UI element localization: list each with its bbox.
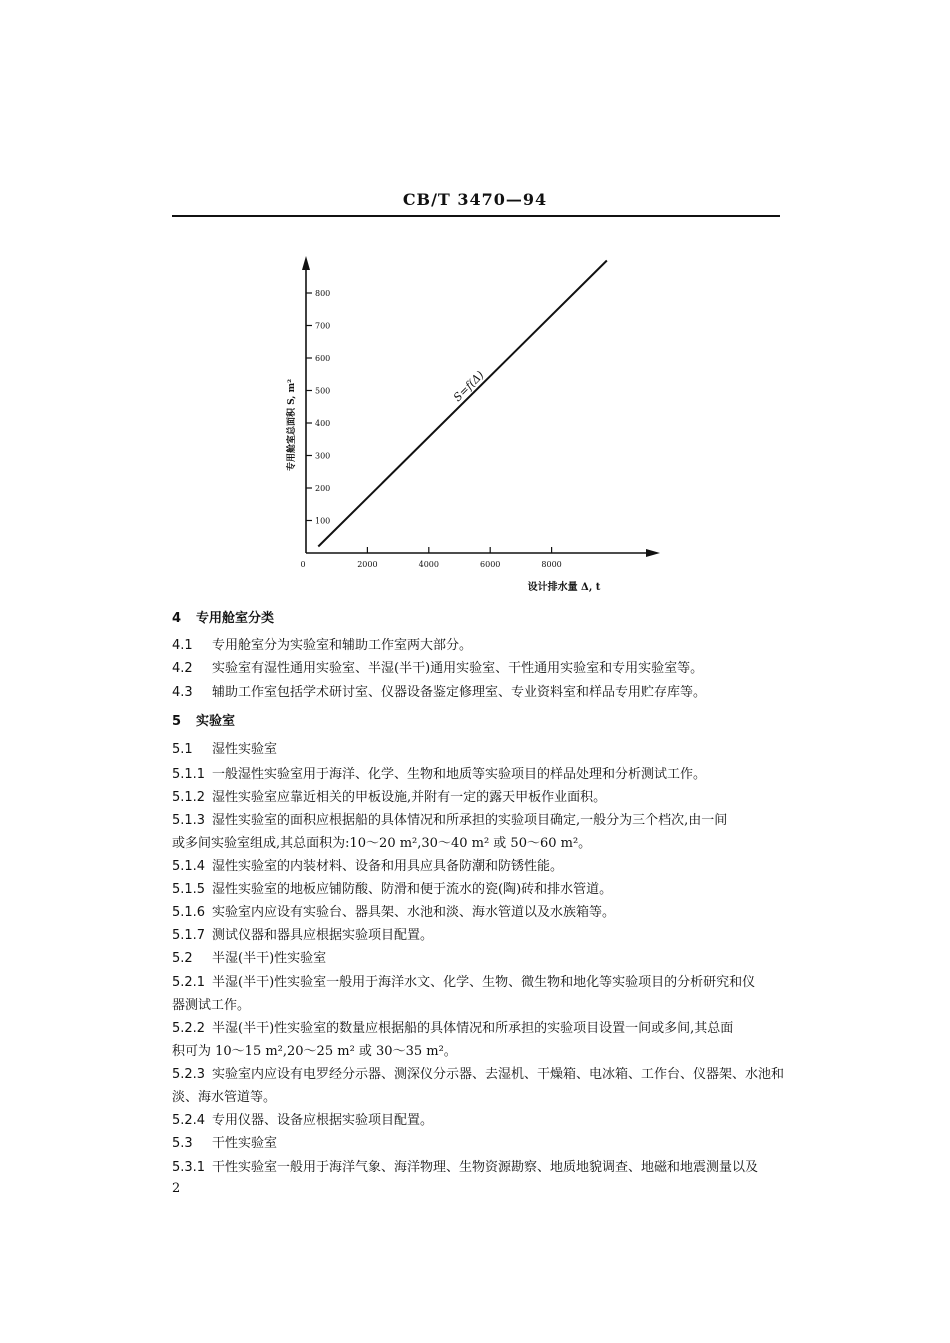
clause-text: 半湿(半干)性实验室的数量应根据船的具体情况和所承担的实验项目设置一间或多间,其总面 xyxy=(212,1021,734,1036)
clause-number: 5.2 xyxy=(172,951,193,966)
y-axis-arrow xyxy=(302,256,310,270)
section-paragraph xyxy=(172,835,591,853)
y-axis-label: 专用舱室总面积 S, m² xyxy=(287,378,297,472)
clause-number: 5.3.1 xyxy=(172,1160,206,1175)
clause-number: 5.2.2 xyxy=(172,1021,206,1036)
clause-text: 湿性实验室的内装材料、设备和用具应具备防潮和防锈性能。 xyxy=(212,859,564,874)
y-tick-label: 800 xyxy=(315,289,331,298)
clause-number: 5.1.4 xyxy=(172,859,206,874)
section-paragraph xyxy=(172,1159,758,1177)
clause-number: 4.2 xyxy=(172,661,193,676)
section-paragraph xyxy=(172,950,326,968)
x-tick-label: 6000 xyxy=(480,560,501,569)
section-paragraph xyxy=(172,1043,457,1061)
clause-text: 测试仪器和器具应根据实验项目配置。 xyxy=(212,928,434,943)
clause-number: 5.1.6 xyxy=(172,905,206,920)
clause-text: 专用舱室分为实验室和辅助工作室两大部分。 xyxy=(212,638,473,653)
clause-number: 5.1.1 xyxy=(172,767,206,782)
y-tick-label: 100 xyxy=(315,516,331,526)
clause-number: 4.3 xyxy=(172,685,193,700)
y-tick-label: 600 xyxy=(315,354,331,363)
section-paragraph xyxy=(172,660,703,678)
clause-number: 5.2.4 xyxy=(172,1113,206,1128)
clause-text: 积可为 10～15 m²,20～25 m² 或 30～35 m²。 xyxy=(172,1044,457,1059)
x-tick-label: 4000 xyxy=(418,560,439,569)
section-paragraph xyxy=(172,789,606,807)
section-paragraph xyxy=(172,1020,733,1038)
series-annotation: S=f(Δ) xyxy=(450,368,487,405)
y-tick-label: 500 xyxy=(315,386,331,396)
y-tick-label: 400 xyxy=(315,419,331,428)
section-paragraph xyxy=(172,812,727,830)
clause-text: 实验室内应设有实验台、器具架、水池和淡、海水管道以及水族箱等。 xyxy=(212,905,616,920)
clause-text: 一般湿性实验室用于海洋、化学、生物和地质等实验项目的样品处理和分析测试工作。 xyxy=(212,767,707,782)
section-paragraph xyxy=(172,1089,276,1107)
section-paragraph xyxy=(172,1135,277,1153)
section-paragraph xyxy=(172,858,563,876)
section-paragraph xyxy=(172,637,472,655)
clause-text: 专用仪器、设备应根据实验项目配置。 xyxy=(212,1113,434,1128)
clause-text: 或多间实验室组成,其总面积为:10～20 m²,30～40 m² 或 50～60 m²。 xyxy=(172,836,592,851)
x-axis-arrow xyxy=(646,549,660,557)
y-tick-label: 200 xyxy=(315,484,331,493)
section-paragraph xyxy=(172,684,706,702)
clause-text: 干性实验室 xyxy=(212,1136,278,1151)
clause-number: 5.2.1 xyxy=(172,975,206,990)
clause-text: 半湿(半干)性实验室一般用于海洋水文、化学、生物、微生物和地化等实验项目的分析研究和仪 xyxy=(212,975,756,990)
clause-text: 专用舱室分类 xyxy=(196,611,275,626)
clause-text: 湿性实验室应靠近相关的甲板设施,并附有一定的露天甲板作业面积。 xyxy=(212,790,607,805)
clause-text: 干性实验室一般用于海洋气象、海洋物理、生物资源勘察、地质地貌调查、地磁和地震测量以及 xyxy=(212,1160,759,1175)
clause-text: 器测试工作。 xyxy=(172,998,251,1013)
section-paragraph xyxy=(172,997,250,1015)
clause-text: 实验室 xyxy=(196,714,236,729)
clause-number: 5.1.7 xyxy=(172,928,206,943)
section-paragraph xyxy=(172,904,615,922)
clause-number: 4.1 xyxy=(172,638,193,653)
y-tick-label: 700 xyxy=(315,321,331,331)
clause-number: 5.1.2 xyxy=(172,790,206,805)
y-tick-label: 300 xyxy=(315,451,331,461)
standard-code: CB/T 3470—94 xyxy=(402,190,548,209)
clause-number: 5.1 xyxy=(172,742,193,757)
section-paragraph xyxy=(172,1112,433,1130)
area-displacement-chart xyxy=(0,0,950,600)
clause-text: 实验室有湿性通用实验室、半湿(半干)通用实验室、干性通用实验室和专用实验室等。 xyxy=(212,661,704,676)
section-paragraph xyxy=(172,881,612,899)
section-paragraph xyxy=(172,741,277,759)
clause-number: 5.3 xyxy=(172,1136,193,1151)
clause-text: 辅助工作室包括学术研讨室、仪器设备鉴定修理室、专业资料室和样品专用贮存库等。 xyxy=(212,685,707,700)
clause-text: 湿性实验室 xyxy=(212,742,278,757)
section-paragraph xyxy=(172,927,433,945)
section-heading xyxy=(172,713,235,731)
clause-number: 5 xyxy=(172,714,182,729)
clause-number: 5.1.3 xyxy=(172,813,206,828)
x-tick-label: 2000 xyxy=(357,560,378,569)
clause-number: 5.2.3 xyxy=(172,1067,206,1082)
clause-text: 淡、海水管道等。 xyxy=(172,1090,277,1105)
clause-text: 实验室内应设有电罗经分示器、测深仪分示器、去湿机、干燥箱、电冰箱、工作台、仪器架、水池和 xyxy=(212,1067,785,1082)
section-paragraph xyxy=(172,766,706,784)
origin-label: 0 xyxy=(300,560,306,569)
x-tick-label: 8000 xyxy=(541,560,562,569)
section-paragraph xyxy=(172,974,755,992)
section-paragraph xyxy=(172,1066,784,1084)
clause-number: 4 xyxy=(172,611,182,626)
x-axis-label: 设计排水量 Δ, t xyxy=(527,582,601,593)
clause-text: 湿性实验室的地板应铺防酸、防滑和便于流水的瓷(陶)砖和排水管道。 xyxy=(212,882,613,897)
section-heading xyxy=(172,610,274,628)
clause-number: 5.1.5 xyxy=(172,882,206,897)
clause-text: 半湿(半干)性实验室 xyxy=(212,951,327,966)
page-number: 2 xyxy=(172,1181,181,1196)
series-line xyxy=(318,261,607,547)
clause-text: 湿性实验室的面积应根据船的具体情况和所承担的实验项目确定,一般分为三个档次,由一间 xyxy=(212,813,728,828)
